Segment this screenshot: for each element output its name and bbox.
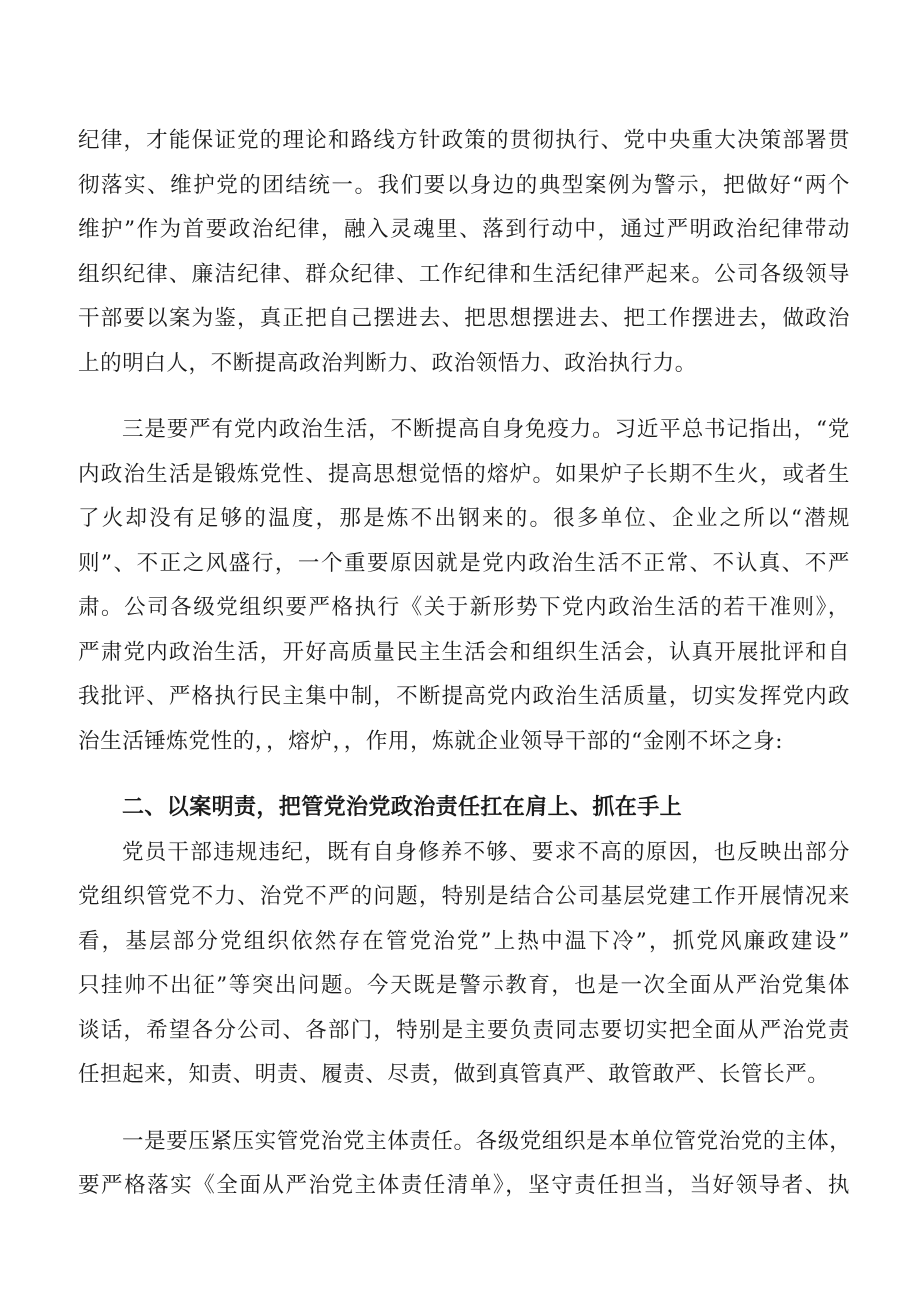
text-line: 内政治生活是锻炼党性、提高思想觉悟的熔炉。如果炉子长期不生火，或者生 [78,461,850,487]
text-line: 党组织管党不力、治党不严的问题，特别是结合公司基层党建工作开展情况来 [78,884,850,909]
paragraph-spacer [78,386,850,408]
text-line: 了火却没有足够的温度，那是炼不出钢来的。很多单位、企业之所以“潜规 [78,506,850,531]
text-line: 严肃党内政治生活，开好高质量民主生活会和组织生活会，认真开展批评和自 [78,639,850,665]
text-line: 肃。公司各级党组织要严格执行《关于新形势下党内政治生活的若干准则》， [78,595,850,620]
text-line: 我批评、严格执行民主集中制，不断提高党内政治生活质量，切实发挥党内政 [78,684,850,709]
text-line: 则”、不正之风盛行，一个重要原因就是党内政治生活不正常、不认真、不严 [78,550,850,576]
text-line: 三是要严有党内政治生活，不断提高自身免疫力。习近平总书记指出，“党 [122,417,850,442]
text-line: 彻落实、维护党的团结统一。我们要以身边的典型案例为警示，把做好“两个 [78,172,850,198]
text-line: 维护”作为首要政治纪律，融入灵魂里、落到行动中，通过严明政治纪律带动 [78,217,850,242]
text-line: 要严格落实《全面从严治党主体责任清单》，坚守责任担当，当好领导者、执 [78,1173,850,1198]
text-line: 干部要以案为鉴，真正把自己摆进去、把思想摆进去、把工作摆进去，做政治 [78,306,850,331]
paragraph-political-life [78,408,850,764]
paragraph-spacer [78,764,850,786]
text-line: 纪律，才能保证党的理论和路线方针政策的贯彻执行、党中央重大决策部署贯 [78,128,850,153]
paragraph-main-responsibility [78,1120,850,1209]
paragraph-discipline [78,119,850,386]
text-line: 上的明白人，不断提高政治判断力、政治领悟力、政治执行力。 [78,350,697,376]
text-line: 看，基层部分党组织依然存在管党治党”上热中温下冷”，抓党风廉政建设” [78,928,850,954]
text-line: 一是要压紧压实管党治党主体责任。各级党组织是本单位管党治党的主体， [122,1128,852,1154]
text-line: 组织纪律、廉洁纪律、群众纪律、工作纪律和生活纪律严起来。公司各级领导 [78,261,850,287]
text-line: 治生活锤炼党性的，，熔炉，，作用，炼就企业领导干部的“金刚不坏之身: [78,728,784,754]
text-line: 任担起来，知责、明责、履责、尽责，做到真管真严、敢管敢严、长管长严。 [78,1062,830,1087]
paragraph-responsibility [78,831,850,1098]
text-line: 党员干部违规违纪，既有自身修养不够、要求不高的原因，也反映出部分 [122,839,850,865]
document-page [78,119,850,1209]
section-heading: 二、以案明责，把管党治党政治责任扛在肩上、抓在手上 [122,795,683,820]
text-line: 只挂帅不出征”等突出问题。今天既是警示教育，也是一次全面从严治党集体 [78,973,850,998]
paragraph-spacer [78,1098,850,1120]
text-line: 谈话，希望各分公司、各部门，特别是主要负责同志要切实把全面从严治党责 [78,1017,850,1043]
